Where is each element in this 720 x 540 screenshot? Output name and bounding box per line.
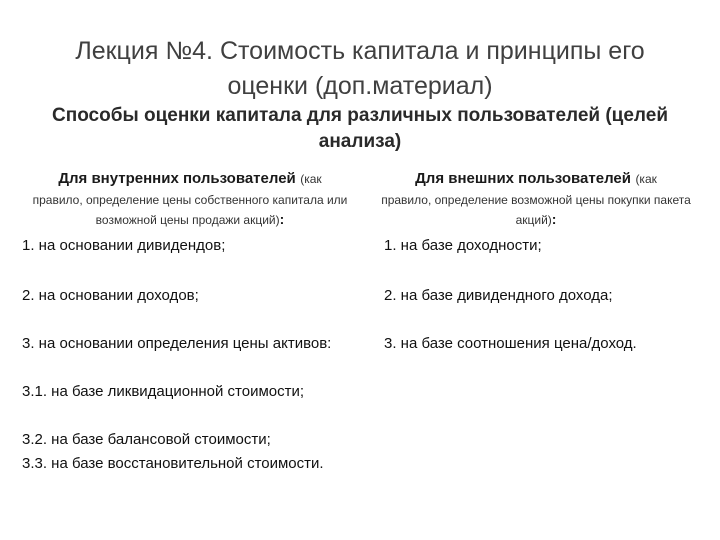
left-column-heading [20, 168, 360, 230]
left-item-3-2: 3.2. на базе балансовой стоимости; [22, 431, 271, 448]
right-heading-text: Для внешних пользователей [415, 170, 631, 187]
right-item-2: 2. на базе дивидендного дохода; [384, 287, 613, 304]
left-item-1: 1. на основании дивидендов; [22, 237, 226, 254]
right-column-heading [376, 168, 696, 230]
left-heading-text: Для внутренних пользователей [58, 170, 296, 187]
left-item-3-1: 3.1. на базе ликвидационной стоимости; [22, 383, 305, 400]
right-heading-note-start: (как [635, 172, 657, 186]
right-item-3: 3. на базе соотношения цена/доход. [384, 335, 637, 352]
slide-title: Лекция №4. Стоимость капитала и принципы его оценки (доп.материал) [75, 37, 645, 100]
left-item-2: 2. на основании доходов; [22, 287, 199, 304]
right-item-1: 1. на базе доходности; [384, 237, 542, 254]
left-item-3: 3. на основании определения цены активов: [22, 335, 332, 352]
left-heading-note: правило, определение цены собственного капитала или возможной цены продажи акций) [32, 193, 348, 227]
left-item-3-3: 3.3. на базе восстановительной стоимости. [22, 455, 324, 472]
left-heading-colon: : [279, 211, 285, 227]
left-heading-note-start: (как [300, 172, 322, 186]
right-heading-note: правило, определение возможной цены покупки пакета акций) [381, 193, 691, 227]
slide-subtitle: Способы оценки капитала для различных пользователей (целей анализа) [52, 105, 668, 152]
right-heading-colon: : [551, 211, 557, 227]
